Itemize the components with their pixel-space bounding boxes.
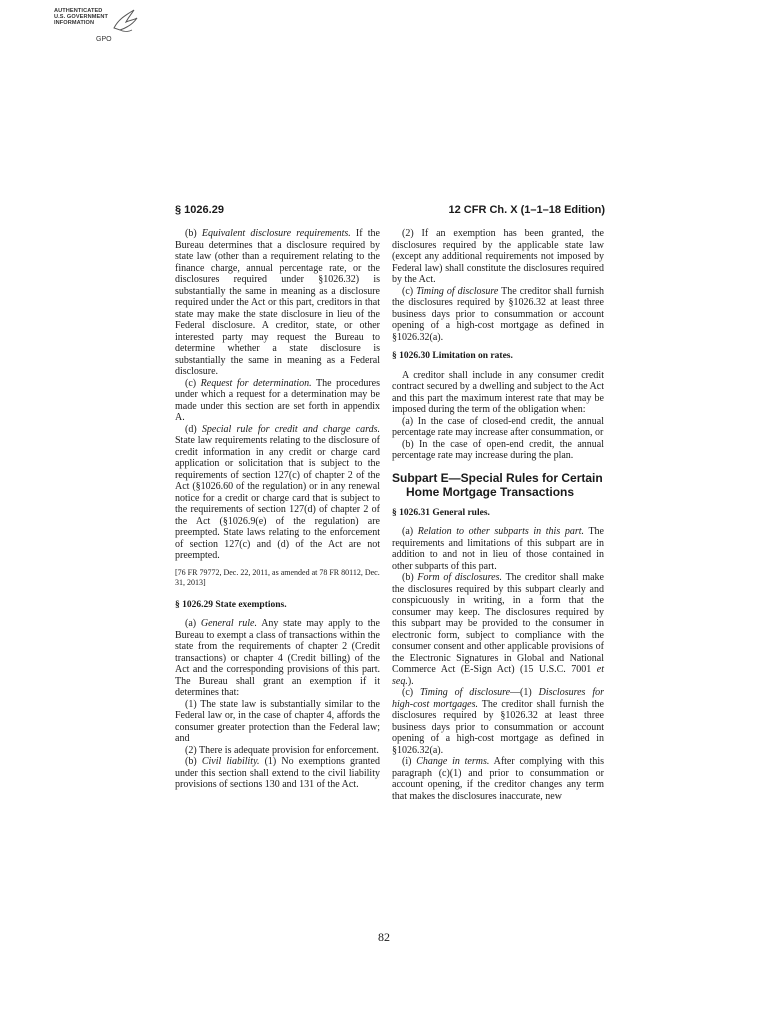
logo-line-2: U.S. GOVERNMENT (54, 14, 109, 20)
para-limitation-rates: A creditor shall include in any consumer credit contract secured by a dwelling and subject to the Act and this part the maximum interest rate that may be imposed during the term of the obligation when: (392, 369, 604, 415)
para-closed-end: (a) In the case of closed-end credit, the annual percentage rate may increase after consummation, or (392, 415, 604, 438)
para-change-terms: (i) Change in terms. After complying with this paragraph (c)(1) and prior to consummation or account opening, if the creditor changes any term that makes the disclosures inaccurate, new (392, 756, 605, 802)
para-b2: (2) If an exemption has been granted, the disclosures required by the applicable state law (except any additional requirements not imposed by Federal law) shall constitute the disclosures required by the Act. (392, 228, 604, 285)
para-form-disclosures: (b) Form of disclosures. The creditor shall make the disclosures required by this subpart clearly and conspicuously in writing, in a form that the consumer may keep. The disclosures required by this subpart may be provided to the consumer in electronic form, subject to compliance with the consumer consent and other applicable provisions of the Electronic Signatures in Global and National Commerce Act (E-Sign Act) (15 U.S.C. 7001 et seq.). (392, 572, 604, 687)
section-heading-1026-30: § 1026.30 Limitation on rates. (392, 351, 513, 361)
para-timing-disclosure: (c) Timing of disclosure—(1) Disclosures for high-cost mortgages. The creditor shall furnish the disclosures required by §1026.32 at least three business days prior to consummation or account opening of a high-cost mortgage as defined in §1026.32(a). (392, 687, 604, 756)
para-equivalent-disclosure: (b) Equivalent disclosure requirements. If the Bureau determines that a disclosure required by state law (other than a requirement relating to the finance charge, annual percentage rate, or the disclosures required under §1026.32) is substantially the same in meaning as a disclosure required under the Act or this part, creditors in that state may make the state disclosure in lieu of the Federal disclosure. A creditor, state, or other interested party may request the Bureau to determine whether a state disclosure is substantially the same in meaning as a Federal disclosure. (175, 228, 380, 377)
para-open-end: (b) In the case of open-end credit, the annual percentage rate may increase during the plan. (392, 438, 604, 461)
page-header (175, 204, 605, 218)
gpo-authentication-logo (54, 6, 154, 46)
para-a2: (2) There is adequate provision for enforcement. (185, 744, 379, 756)
para-a1: (1) The state law is substantially similar to the Federal law or, in the case of chapter 4, affords the consumer greater protection than the Federal law; and (175, 698, 380, 744)
para-general-rule: (a) General rule. Any state may apply to the Bureau to exempt a class of transactions within the state from the requirements of chapter 2 (Credit transactions) or chapter 4 (Credit billing) of the Act and the corresponding provisions of this part. The Bureau shall grant an exemption if it determines that: (175, 618, 380, 698)
page-number: 82 (378, 930, 390, 944)
header-section: § 1026.29 (175, 204, 224, 216)
left-column (175, 228, 380, 791)
logo-line-1: AUTHENTICATED (54, 8, 103, 14)
para-request-determination: (c) Request for determination. The procedures under which a request for a determination may be made under this section are set forth in appendix A. (175, 377, 381, 423)
section-heading-1026-31: § 1026.31 General rules. (392, 507, 490, 518)
para-special-rule-cards: (d) Special rule for credit and charge cards. State law requirements relating to the disclosure of credit information in any credit or charge card application or solicitation that is subject to the requirements of section 127(c) of chapter 2 of the Act (§1026.60 of the regulation) or in any renewal notice for a credit or charge card that is subject to the requirements of section 127(d) of chapter 2 of the Act (§1026.9(e) of the regulation) are preempted. State laws relating to the enforcement of section 127(c) and (d) of the Act are not preempted. (175, 423, 380, 561)
source-note: [76 FR 79772, Dec. 22, 2011, as amended at 78 FR 80112, Dec. 31, 2013] (175, 567, 380, 587)
logo-gpo: GPO (96, 36, 112, 43)
header-edition: 12 CFR Ch. X (1–1–18 Edition) (448, 204, 605, 216)
para-civil-liability: (b) Civil liability. (1) No exemptions granted under this section shall extend to the civil liability provisions of sections 130 and 131 of the Act. (175, 756, 380, 790)
para-applications: (c) Timing of disclosure The creditor shall furnish the disclosures required by §1026.32 at least three business days prior to consummation or account opening of a high-cost mortgage as defined in §1026.32(a). (392, 285, 604, 343)
eagle-icon (110, 6, 140, 36)
section-heading-1026-29: § 1026.29 State exemptions. (175, 599, 287, 610)
right-column (392, 228, 604, 802)
subpart-e-heading: Subpart E—Special Rules for Certain Home Mortgage Transactions (392, 470, 603, 499)
logo-line-3: INFORMATION (54, 20, 95, 26)
para-relation-subparts: (a) Relation to other subparts in this part. The requirements and limitations of this subpart are in addition to and not in lieu of those contained in other subparts of this part. (392, 526, 604, 572)
